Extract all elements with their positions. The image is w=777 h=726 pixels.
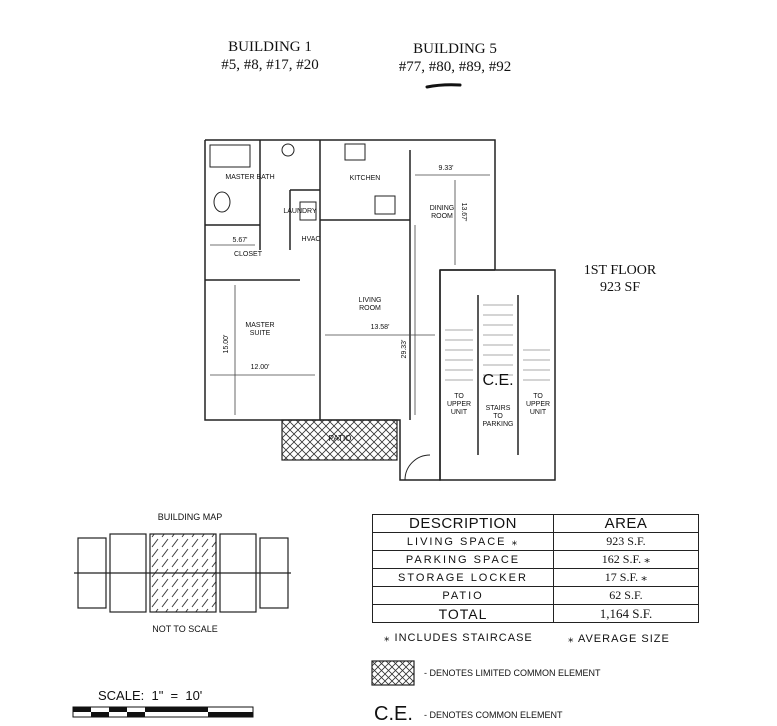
building5-heading xyxy=(380,40,530,76)
label-laundry: LAUNDRY xyxy=(283,208,317,215)
dim-dining-width: 9.33' xyxy=(438,165,454,172)
header-description: DESCRIPTION xyxy=(373,515,554,533)
dim-living-height: 29.33' xyxy=(401,339,408,359)
label-stair-center: STAIRS TO PARKING xyxy=(482,405,514,428)
stair-treads xyxy=(445,305,550,380)
bathtub-fixture xyxy=(210,145,250,167)
dim-suite-height: 15.00' xyxy=(223,334,230,354)
row-area: 17 S.F. ⁎ xyxy=(554,569,699,587)
row-description: STORAGE LOCKER xyxy=(373,569,554,587)
row-area: 162 S.F. ⁎ xyxy=(554,551,699,569)
building1-heading xyxy=(200,38,340,74)
label-patio: PATIO xyxy=(328,434,352,443)
kitchen-sink-fixture xyxy=(375,196,395,214)
label-living-room: LIVING ROOM xyxy=(358,297,382,312)
total-area: 1,164 S.F. xyxy=(554,605,699,623)
header-area: AREA xyxy=(554,515,699,533)
label-common-element: C.E. xyxy=(482,372,514,389)
label-master-suite: MASTER SUITE xyxy=(245,322,275,337)
floor-area: 923 SF xyxy=(599,280,641,295)
legend-common-symbol: C.E. xyxy=(374,703,413,725)
scale-bar xyxy=(72,706,254,718)
label-dining-room: DINING ROOM xyxy=(429,205,455,220)
table-row xyxy=(373,533,699,551)
label-closet: CLOSET xyxy=(233,251,262,258)
area-table xyxy=(372,514,699,623)
sink-fixture xyxy=(282,144,294,156)
building5-units: #77, #80, #89, #92 xyxy=(398,59,512,75)
handwritten-underline-mark xyxy=(424,78,464,92)
row-area: 62 S.F. xyxy=(554,587,699,605)
stove-fixture xyxy=(345,144,365,160)
floor-plan-drawing xyxy=(190,130,565,500)
row-description: LIVING SPACE ⁎ xyxy=(373,533,554,551)
area-table-header xyxy=(373,515,699,533)
table-row xyxy=(373,569,699,587)
limited-common-hatch-swatch xyxy=(371,660,416,686)
label-master-bath: MASTER BATH xyxy=(225,174,275,181)
label-stair-left: TO UPPER UNIT xyxy=(446,393,472,416)
row-description: PATIO xyxy=(373,587,554,605)
building1-title: BUILDING 1 xyxy=(228,39,312,55)
label-hvac: HVAC xyxy=(301,236,321,243)
dim-dining-height: 13.67' xyxy=(460,202,467,222)
building-map-title: BUILDING MAP xyxy=(157,512,223,522)
table-row xyxy=(373,587,699,605)
dim-suite-width: 12.00' xyxy=(250,364,270,371)
door-swing xyxy=(405,455,430,480)
building1-units: #5, #8, #17, #20 xyxy=(221,57,319,73)
scale-label: SCALE: 1" = 10' xyxy=(98,688,203,703)
table-total-row xyxy=(373,605,699,623)
legend-common: - DENOTES COMMON ELEMENT xyxy=(424,710,563,720)
building5-title: BUILDING 5 xyxy=(413,41,497,57)
building-map-diagram xyxy=(70,528,295,620)
dim-living-width: 13.58' xyxy=(370,324,390,331)
row-area: 923 S.F. xyxy=(554,533,699,551)
label-stair-right: TO UPPER UNIT xyxy=(525,393,551,416)
footnote-average-size: ⁎ AVERAGE SIZE xyxy=(568,633,670,645)
label-kitchen: KITCHEN xyxy=(349,175,381,182)
total-label: TOTAL xyxy=(373,605,554,623)
footnote-includes-staircase: ⁎ INCLUDES STAIRCASE xyxy=(384,632,533,644)
toilet-fixture xyxy=(214,192,230,212)
table-row xyxy=(373,551,699,569)
floor-name: 1ST FLOOR xyxy=(583,263,657,278)
legend-limited-common: - DENOTES LIMITED COMMON ELEMENT xyxy=(424,668,601,678)
dim-closet: 5.67' xyxy=(232,237,248,244)
row-description: PARKING SPACE xyxy=(373,551,554,569)
building-map-note: NOT TO SCALE xyxy=(152,624,218,634)
floor-label xyxy=(560,262,680,296)
